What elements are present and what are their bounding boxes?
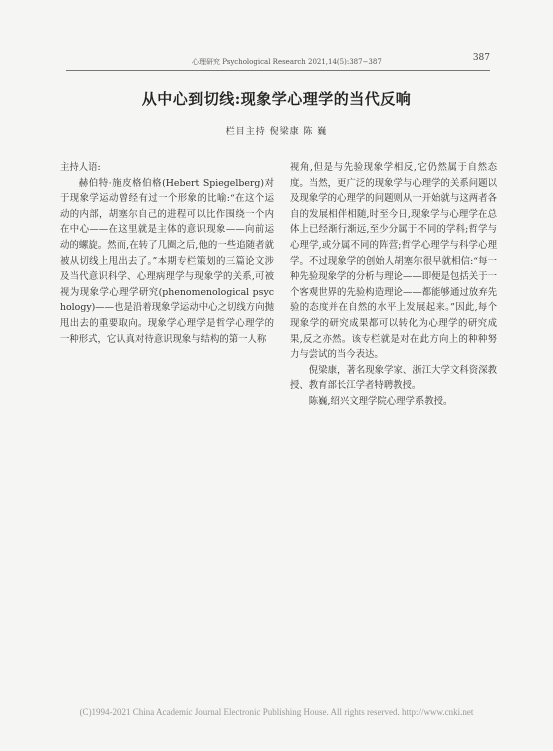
body-paragraph-2: 倪梁康，著名现象学家、浙江大学文科资深教授、教育部长江学者特聘教授。 <box>290 364 497 392</box>
text-column-right <box>290 160 497 410</box>
column-editors: 栏目主持 倪梁康 陈 巍 <box>225 127 328 137</box>
body-paragraph-1-continued: 视角,但是与先验现象学相反,它仍然属于自然态度。当然，更广泛的现象学与心理学的关系问题以及现象学的心理学的问题则从一开始就与这两者各自的发展相伴相随,时至今日,现象学与心理学在总体上已经渐行渐远,至少分属于不同的学科;哲学与心理学,或分属不同的阵营;哲学心理学与科学心理学。不过现象学的创始人胡塞尔很早就相信:“每一种先验现象学的分析与理论——即便是包括关于一个客观世界的先验构造理论——都能够通过放弃先验的态度并在自然的水平上发展起来。”因此,每个现象学的研究成果都可以转化为心理学的研究成果,反之亦然。该专栏就是对在此方向上的种种努力与尝试的当今表达。 <box>290 162 497 361</box>
running-header <box>66 53 490 69</box>
body-paragraph-1: 赫伯特·施皮格伯格(Hebert Spiegelberg)对于现象学运动曾经有过一个形象的比喻:“在这个运动的内部，胡塞尔自己的进程可以比作围绕一个内在中心——在这里就是主体的意识现象——向前运动的螺旋。然而,在转了几圈之后,他的一些追随者就被从切线上甩出去了。”本期专栏策划的三篇论文涉及当代意识科学、心理病理学与现象学的关系,可被视为现象学心理学研究(phenomenological psychology)——也是沿着现象学运动中心之切线方向抛甩出去的重要取向。现象学心理学是哲学心理学的一种形式，它认真对待意识现象与结构的第一人称 <box>60 177 274 345</box>
intro-label: 主持人语: <box>60 162 101 173</box>
text-column-left <box>60 160 274 347</box>
running-title: 心理研究 Psychological Research 2021,14(5):387−387 <box>192 58 382 66</box>
page-number: 387 <box>472 53 490 63</box>
copyright-footer: (C)1994-2021 China Academic Journal Electronic Publishing House. All rights reserved. http://www.cnki.net <box>79 707 474 717</box>
header-rule <box>66 70 490 71</box>
article-title: 从中心到切线:现象学心理学的当代反响 <box>141 90 412 108</box>
body-paragraph-3: 陈巍,绍兴文理学院心理学系教授。 <box>308 395 453 407</box>
